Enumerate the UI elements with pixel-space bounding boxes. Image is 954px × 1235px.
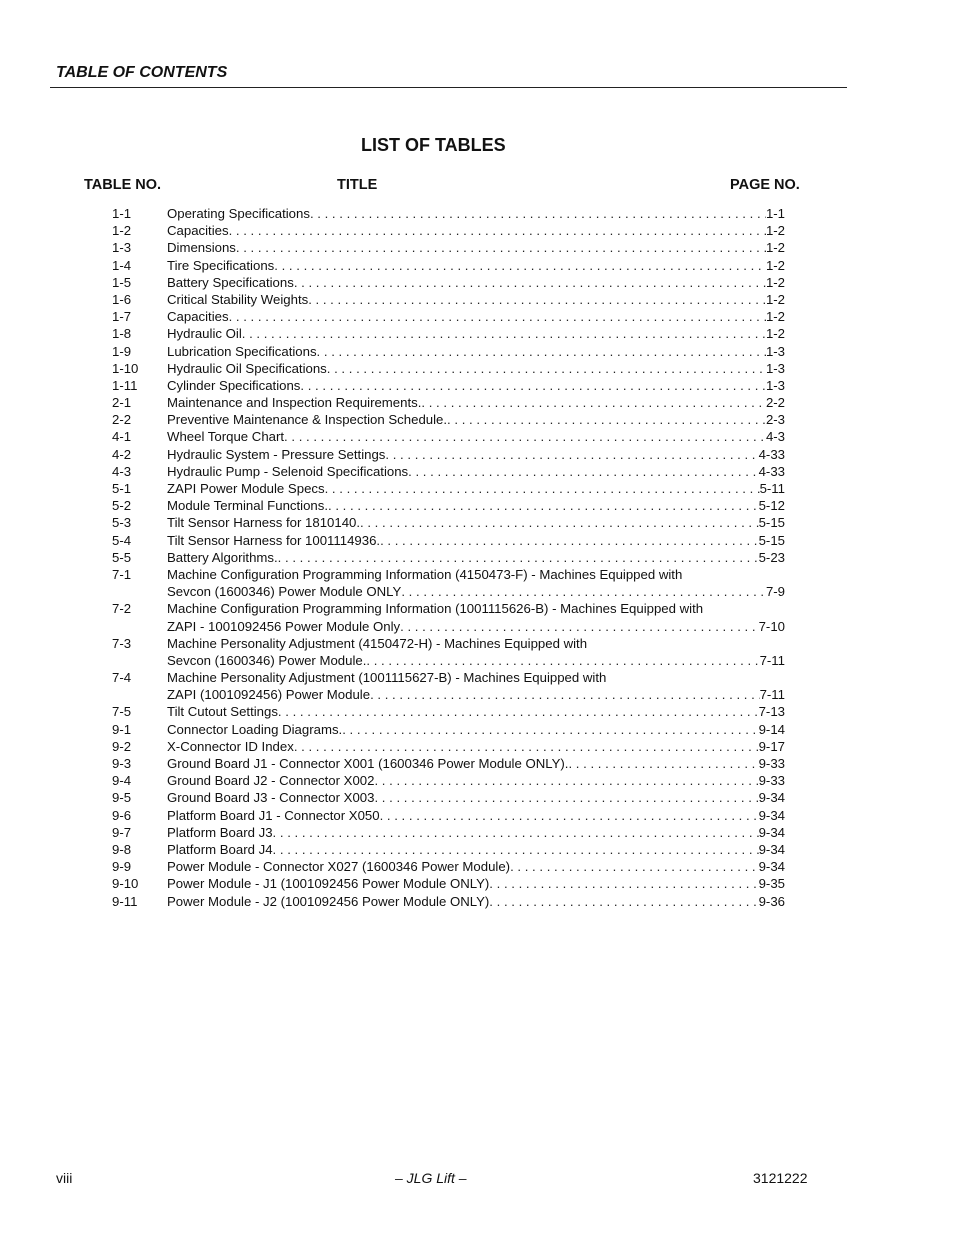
dot-leader — [568, 755, 758, 772]
table-title: Lubrication Specifications — [167, 343, 317, 359]
toc-entry[interactable] — [0, 239, 954, 256]
table-title: Module Terminal Functions. — [167, 498, 329, 514]
table-title: Sevcon (1600346) Power Module. — [167, 652, 367, 668]
table-number: 4-1 — [112, 429, 132, 445]
dot-leader — [328, 497, 759, 514]
table-title: Power Module - Connector X027 (1600346 Power Module) — [167, 859, 511, 875]
dot-leader — [385, 446, 758, 463]
table-number: 7-3 — [112, 635, 132, 651]
header-divider — [50, 87, 847, 88]
table-title: Capacities — [167, 309, 229, 325]
table-title: Ground Board J1 - Connector X001 (1600346 Power Module ONLY). — [167, 756, 569, 771]
table-title: Tire Specifications — [167, 257, 275, 273]
dot-leader — [278, 549, 759, 566]
table-title: X-Connector ID Index — [167, 738, 294, 754]
page-reference: 1-3 — [765, 343, 785, 359]
table-number: 4-2 — [112, 446, 132, 462]
dot-leader — [510, 858, 759, 875]
table-title: Battery Algorithms. — [167, 549, 278, 565]
dot-leader — [229, 308, 766, 325]
table-number: 9-9 — [112, 859, 132, 875]
dot-leader — [308, 291, 766, 308]
toc-entry[interactable] — [0, 566, 954, 600]
dot-leader — [229, 222, 766, 239]
table-number: 2-1 — [112, 395, 132, 411]
table-title: Capacities — [167, 223, 229, 239]
section-header: TABLE OF CONTENTS — [56, 64, 228, 81]
dot-leader — [294, 738, 759, 755]
table-title: Wheel Torque Chart — [167, 429, 285, 445]
dot-leader — [273, 824, 759, 841]
toc-entry[interactable] — [0, 807, 954, 824]
table-number: 5-5 — [112, 549, 132, 565]
table-title: Connector Loading Diagrams. — [167, 721, 343, 737]
table-title: Ground Board J3 - Connector X003 — [167, 790, 375, 806]
dot-leader — [325, 480, 760, 497]
table-number: 4-3 — [112, 463, 132, 479]
page-reference: 9-34 — [758, 790, 785, 806]
page-reference: 4-3 — [765, 429, 785, 445]
toc-entry[interactable] — [0, 635, 954, 669]
dot-leader — [294, 274, 766, 291]
toc-entry[interactable] — [0, 841, 954, 858]
page-reference: 9-34 — [758, 859, 785, 875]
toc-entry[interactable] — [0, 308, 954, 325]
page-reference: 1-2 — [765, 223, 785, 239]
table-number: 1-7 — [112, 309, 132, 325]
toc-entry[interactable] — [0, 738, 954, 755]
page-reference: 7-11 — [759, 687, 785, 703]
table-number: 1-4 — [112, 257, 132, 273]
dot-leader — [408, 463, 758, 480]
page-reference: 9-14 — [758, 721, 785, 737]
footer-brand: – JLG Lift – — [395, 1170, 467, 1186]
dot-leader — [400, 618, 758, 635]
page-reference: 1-2 — [765, 274, 785, 290]
page-reference: 9-17 — [758, 738, 785, 754]
toc-entry[interactable] — [0, 893, 954, 910]
table-title-line: Machine Personality Adjustment (1001115627-B) - Machines Equipped with — [167, 670, 607, 686]
table-title: Hydraulic Pump - Selenoid Specifications — [167, 463, 409, 479]
page-reference: 9-34 — [758, 807, 785, 823]
table-title: Maintenance and Inspection Requirements. — [167, 395, 422, 411]
toc-entry[interactable] — [0, 755, 954, 772]
dot-leader — [489, 893, 758, 910]
table-number: 1-8 — [112, 326, 132, 342]
table-number: 5-4 — [112, 532, 132, 548]
page-reference: 1-2 — [765, 240, 785, 256]
table-title: Sevcon (1600346) Power Module ONLY — [167, 584, 402, 600]
table-list — [0, 205, 954, 910]
table-title: Critical Stability Weights — [167, 291, 309, 307]
column-header-table-no: TABLE NO. — [84, 177, 162, 193]
table-title: Power Module - J2 (1001092456 Power Module ONLY) — [167, 893, 490, 909]
toc-entry[interactable] — [0, 428, 954, 445]
table-number: 9-8 — [112, 841, 132, 857]
dot-leader — [447, 411, 766, 428]
table-title: Platform Board J1 - Connector X050 — [167, 807, 380, 823]
table-number: 1-1 — [112, 206, 132, 221]
page-reference: 1-3 — [765, 360, 785, 376]
table-number: 1-9 — [112, 343, 132, 359]
dot-leader — [380, 532, 759, 549]
table-number: 2-2 — [112, 412, 132, 428]
table-number: 1-6 — [112, 291, 132, 307]
page-reference: 4-33 — [758, 463, 785, 479]
table-number: 9-10 — [112, 876, 139, 892]
toc-entry[interactable] — [0, 549, 954, 566]
toc-entry[interactable] — [0, 257, 954, 274]
table-title: ZAPI - 1001092456 Power Module Only — [167, 618, 401, 634]
page-reference: 9-35 — [758, 876, 785, 892]
dot-leader — [360, 514, 759, 531]
table-title: Ground Board J2 - Connector X002 — [167, 773, 375, 789]
page-reference: 5-12 — [758, 498, 785, 514]
page-reference: 9-33 — [758, 756, 785, 771]
toc-entry[interactable] — [0, 411, 954, 428]
page-reference: 2-2 — [765, 395, 785, 411]
dot-leader — [242, 325, 766, 342]
page-reference: 9-34 — [758, 841, 785, 857]
table-number: 7-2 — [112, 601, 132, 617]
table-number: 9-11 — [112, 893, 138, 909]
toc-entry[interactable] — [0, 721, 954, 738]
toc-entry[interactable] — [0, 274, 954, 291]
column-header-page-no: PAGE NO. — [730, 177, 800, 193]
table-number: 5-2 — [112, 498, 132, 514]
table-number: 1-11 — [112, 377, 138, 393]
dot-leader — [273, 841, 759, 858]
dot-leader — [370, 686, 760, 703]
toc-entry[interactable] — [0, 858, 954, 875]
page-reference: 7-13 — [758, 704, 785, 720]
dot-leader — [284, 428, 766, 445]
table-title-line: Machine Configuration Programming Information (4150473-F) - Machines Equipped with — [167, 566, 683, 582]
table-title: Cylinder Specifications — [167, 377, 301, 393]
page-reference: 1-2 — [765, 326, 785, 342]
table-title: Battery Specifications — [167, 274, 294, 290]
toc-entry[interactable] — [0, 222, 954, 239]
toc-entry[interactable] — [0, 205, 954, 222]
toc-entry[interactable] — [0, 772, 954, 789]
page-reference: 5-15 — [758, 532, 785, 548]
page-reference: 1-2 — [765, 309, 785, 325]
dot-leader — [310, 205, 766, 222]
table-number: 7-5 — [112, 704, 132, 720]
toc-entry[interactable] — [0, 394, 954, 411]
toc-entry[interactable] — [0, 532, 954, 549]
table-number: 9-2 — [112, 738, 132, 754]
table-number: 7-4 — [112, 670, 132, 686]
table-title: Hydraulic Oil — [167, 326, 242, 342]
dot-leader — [236, 239, 766, 256]
toc-entry[interactable] — [0, 600, 954, 634]
toc-entry[interactable] — [0, 377, 954, 394]
table-title: ZAPI (1001092456) Power Module — [167, 687, 371, 703]
table-number: 5-1 — [112, 481, 132, 496]
toc-entry[interactable] — [0, 514, 954, 531]
table-title: Hydraulic System - Pressure Settings — [167, 446, 386, 462]
table-title: Dimensions — [167, 240, 236, 256]
table-title: Tilt Sensor Harness for 1001114936. — [167, 532, 381, 548]
table-number: 9-3 — [112, 756, 132, 771]
page-reference: 4-33 — [758, 446, 785, 462]
table-number: 9-1 — [112, 721, 132, 737]
dot-leader — [401, 583, 766, 600]
table-title-line: Machine Personality Adjustment (4150472-H) - Machines Equipped with — [167, 635, 588, 651]
toc-entry[interactable] — [0, 703, 954, 720]
table-number: 5-3 — [112, 515, 132, 531]
table-title: Preventive Maintenance & Inspection Schedule. — [167, 412, 448, 428]
toc-entry[interactable] — [0, 343, 954, 360]
dot-leader — [366, 652, 759, 669]
table-title: Platform Board J3 — [167, 824, 273, 840]
toc-entry[interactable] — [0, 789, 954, 806]
table-title: Tilt Cutout Settings — [167, 704, 278, 720]
dot-leader — [300, 377, 766, 394]
page-reference: 7-10 — [758, 618, 785, 634]
page-reference: 9-33 — [758, 773, 785, 789]
page-reference: 7-9 — [765, 584, 785, 600]
toc-entry[interactable] — [0, 875, 954, 892]
table-number: 1-3 — [112, 240, 132, 256]
dot-leader — [374, 789, 758, 806]
page-reference: 1-3 — [765, 377, 785, 393]
table-title-line: Machine Configuration Programming Information (1001115626-B) - Machines Equipped with — [167, 601, 704, 617]
dot-leader — [274, 257, 766, 274]
table-number: 9-5 — [112, 790, 132, 806]
page-reference: 9-36 — [758, 893, 785, 909]
toc-entry[interactable] — [0, 325, 954, 342]
page-reference: 1-2 — [765, 291, 785, 307]
table-title: ZAPI Power Module Specs — [167, 481, 325, 496]
page-number: viii — [56, 1170, 73, 1186]
dot-leader — [380, 807, 759, 824]
toc-entry[interactable] — [0, 360, 954, 377]
page-title: LIST OF TABLES — [361, 135, 506, 155]
dot-leader — [421, 394, 766, 411]
toc-entry[interactable] — [0, 480, 954, 497]
table-title: Power Module - J1 (1001092456 Power Module ONLY) — [167, 876, 490, 892]
page-reference: 9-34 — [758, 824, 785, 840]
page-reference: 7-11 — [759, 652, 785, 668]
table-title: Hydraulic Oil Specifications — [167, 360, 327, 376]
page-reference: 2-3 — [765, 412, 785, 428]
table-number: 9-7 — [112, 824, 132, 840]
page-reference: 5-15 — [758, 515, 785, 531]
toc-entry[interactable] — [0, 291, 954, 308]
page-reference: 5-23 — [758, 549, 785, 565]
table-number: 7-1 — [112, 566, 132, 582]
document-number: 3121222 — [753, 1170, 808, 1186]
table-title: Platform Board J4 — [167, 841, 273, 857]
dot-leader — [489, 875, 758, 892]
table-number: 9-4 — [112, 773, 132, 789]
toc-entry[interactable] — [0, 824, 954, 841]
toc-entry[interactable] — [0, 669, 954, 703]
dot-leader — [278, 703, 759, 720]
table-title: Tilt Sensor Harness for 1810140. — [167, 515, 361, 531]
page-reference: 1-1 — [765, 206, 785, 221]
dot-leader — [317, 343, 766, 360]
table-number: 1-2 — [112, 223, 132, 239]
table-number: 9-6 — [112, 807, 132, 823]
table-number: 1-5 — [112, 274, 132, 290]
toc-entry[interactable] — [0, 463, 954, 480]
toc-entry[interactable] — [0, 497, 954, 514]
toc-entry[interactable] — [0, 446, 954, 463]
column-header-title: TITLE — [337, 177, 378, 193]
page-reference: 5-11 — [759, 481, 785, 496]
table-title: Operating Specifications — [167, 206, 310, 221]
page-reference: 1-2 — [765, 257, 785, 273]
dot-leader — [374, 772, 758, 789]
dot-leader — [342, 721, 758, 738]
table-number: 1-10 — [112, 360, 139, 376]
dot-leader — [327, 360, 766, 377]
